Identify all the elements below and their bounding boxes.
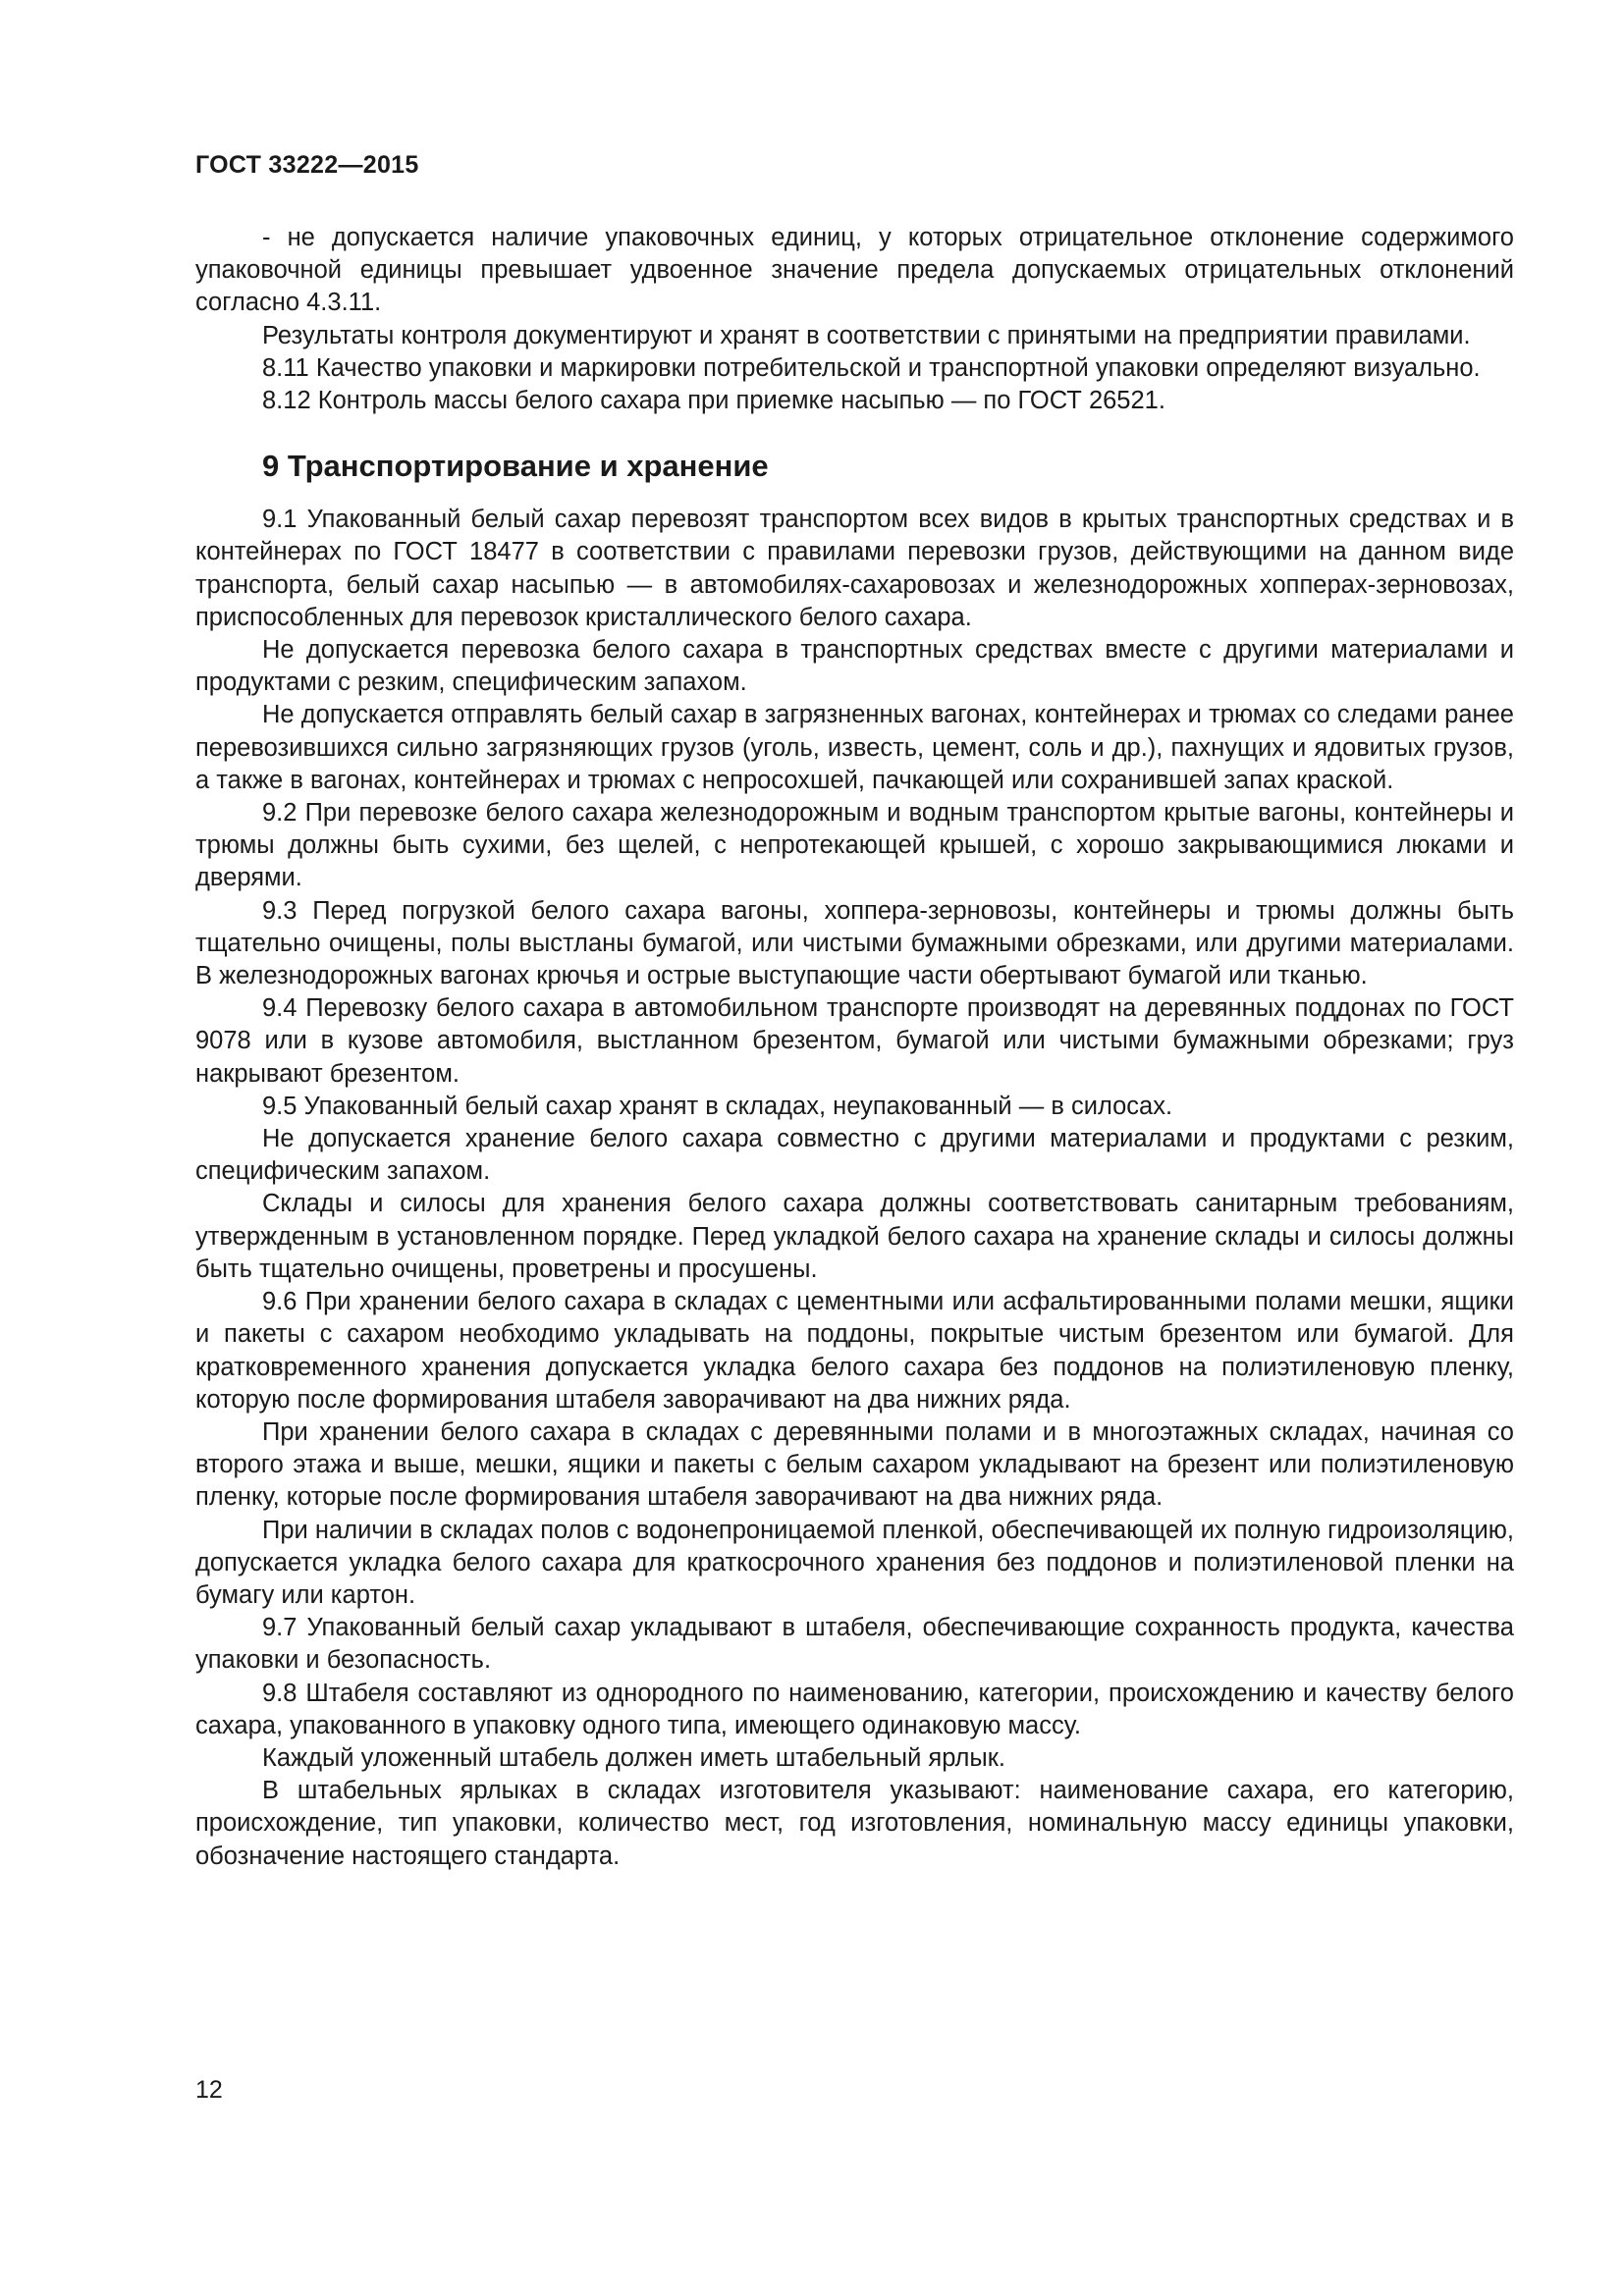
paragraph: При хранении белого сахара в складах с деревянными полами и в многоэтажных складах, начиная со второго этажа и выше, мешки, ящики и пакеты с белым сахаром укладывают на брезент или полиэтиленовую пленку, которые после формирования штабеля заворачивают на два нижних ряда.	[195, 1417, 1514, 1512]
paragraph: Не допускается перевозка белого сахара в транспортных средствах вместе с другими материалами и продуктами с резким, специфическим запахом.	[195, 636, 1514, 697]
paragraph: - не допускается наличие упаковочных единиц, у которых отрицательное отклонение содержимого упаковочной единицы превышает удвоенное значение предела допускаемых отрицательных отклонений согласно 4.3.11.	[195, 224, 1514, 317]
paragraph: Результаты контроля документируют и хранят в соответствии с принятыми на предприятии правилами.	[262, 321, 1471, 349]
paragraph: 8.11 Качество упаковки и маркировки потребительской и транспортной упаковки определяют визуально.	[262, 353, 1481, 382]
paragraph: В штабельных ярлыках в складах изготовителя указывают: наименование сахара, его категорию, происхождение, тип упаковки, количество мест, год изготовления, номинальную массу единицы упаковки, обозначение настоящего стандарта.	[195, 1777, 1514, 1870]
paragraph: Склады и силосы для хранения белого сахара должны соответствовать санитарным требованиям, утвержденным в установленном порядке. Перед укладкой белого сахара на хранение склады и силосы должны быть тщательно очищены, проветрены и просушены.	[195, 1190, 1514, 1283]
paragraph: 8.12 Контроль массы белого сахара при приемке насыпью — по ГОСТ 26521.	[262, 387, 1165, 415]
paragraph: 9.3 Перед погрузкой белого сахара вагоны, хоппера-зерновозы, контейнеры и трюмы должны быть тщательно очищены, полы выстланы бумагой, или чистыми бумажными обрезками, или другими материалами. В железнодорожных вагонах крючья и острые выступающие части обертывают бумагой или тканью.	[195, 896, 1514, 990]
paragraph: 9.8 Штабеля составляют из однородного по наименованию, категории, происхождению и качеству белого сахара, упакованного в упаковку одного типа, имеющего одинаковую массу.	[195, 1679, 1514, 1739]
document-header: ГОСТ 33222—2015	[195, 151, 419, 179]
page-number: 12	[195, 2076, 223, 2104]
section-heading: 9 Транспортирование и хранение	[262, 449, 769, 484]
paragraph: 9.5 Упакованный белый сахар хранят в складах, неупакованный — в силосах.	[262, 1092, 1173, 1120]
paragraph: При наличии в складах полов с водонепроницаемой пленкой, обеспечивающей их полную гидроизоляцию, допускается укладка белого сахара для краткосрочного хранения без поддонов и полиэтиленовой пленки на бумагу или картон.	[195, 1516, 1514, 1609]
paragraph: Каждый уложенный штабель должен иметь штабельный ярлык.	[262, 1743, 1005, 1772]
paragraph: Не допускается отправлять белый сахар в загрязненных вагонах, контейнерах и трюмах со следами ранее перевозившихся сильно загрязняющих грузов (уголь, известь, цемент, соль и др.), пахнущих и ядовитых грузов, а также в вагонах, контейнерах и трюмах с непросохшей, пачкающей или сохранившей запах краской.	[195, 701, 1514, 794]
page-content	[195, 222, 1514, 1873]
paragraph: 9.4 Перевозку белого сахара в автомобильном транспорте производят на деревянных поддонах по ГОСТ 9078 или в кузове автомобиля, выстланном брезентом, бумагой или чистыми бумажными обрезками; груз накрывают брезентом.	[195, 994, 1514, 1088]
paragraph: Не допускается хранение белого сахара совместно с другими материалами и продуктами с резким, специфическим запахом.	[195, 1125, 1514, 1186]
paragraph: 9.7 Упакованный белый сахар укладывают в штабеля, обеспечивающие сохранность продукта, качества упаковки и безопасность.	[195, 1614, 1514, 1675]
paragraph: 9.6 При хранении белого сахара в складах с цементными или асфальтированными полами мешки, ящики и пакеты с сахаром необходимо укладывать на поддоны, покрытые чистым брезентом или бумагой. Для кратковременного хранения допускается укладка белого сахара без поддонов на полиэтиленовую пленку, которую после формирования штабеля заворачивают на два нижних ряда.	[195, 1288, 1514, 1414]
paragraph: 9.2 При перевозке белого сахара железнодорожным и водным транспортом крытые вагоны, контейнеры и трюмы должны быть сухими, без щелей, с непротекающей крышей, с хорошо закрывающимися люками и дверями.	[195, 799, 1514, 892]
paragraph: 9.1 Упакованный белый сахар перевозят транспортом всех видов в крытых транспортных средствах и в контейнерах по ГОСТ 18477 в соответствии с правилами перевозки грузов, действующими на данном виде транспорта, белый сахар насыпью — в автомобилях-сахаровозах и железнодорожных хопперах-зерновозах, приспособленных для перевозок кристаллического белого сахара.	[195, 506, 1514, 631]
